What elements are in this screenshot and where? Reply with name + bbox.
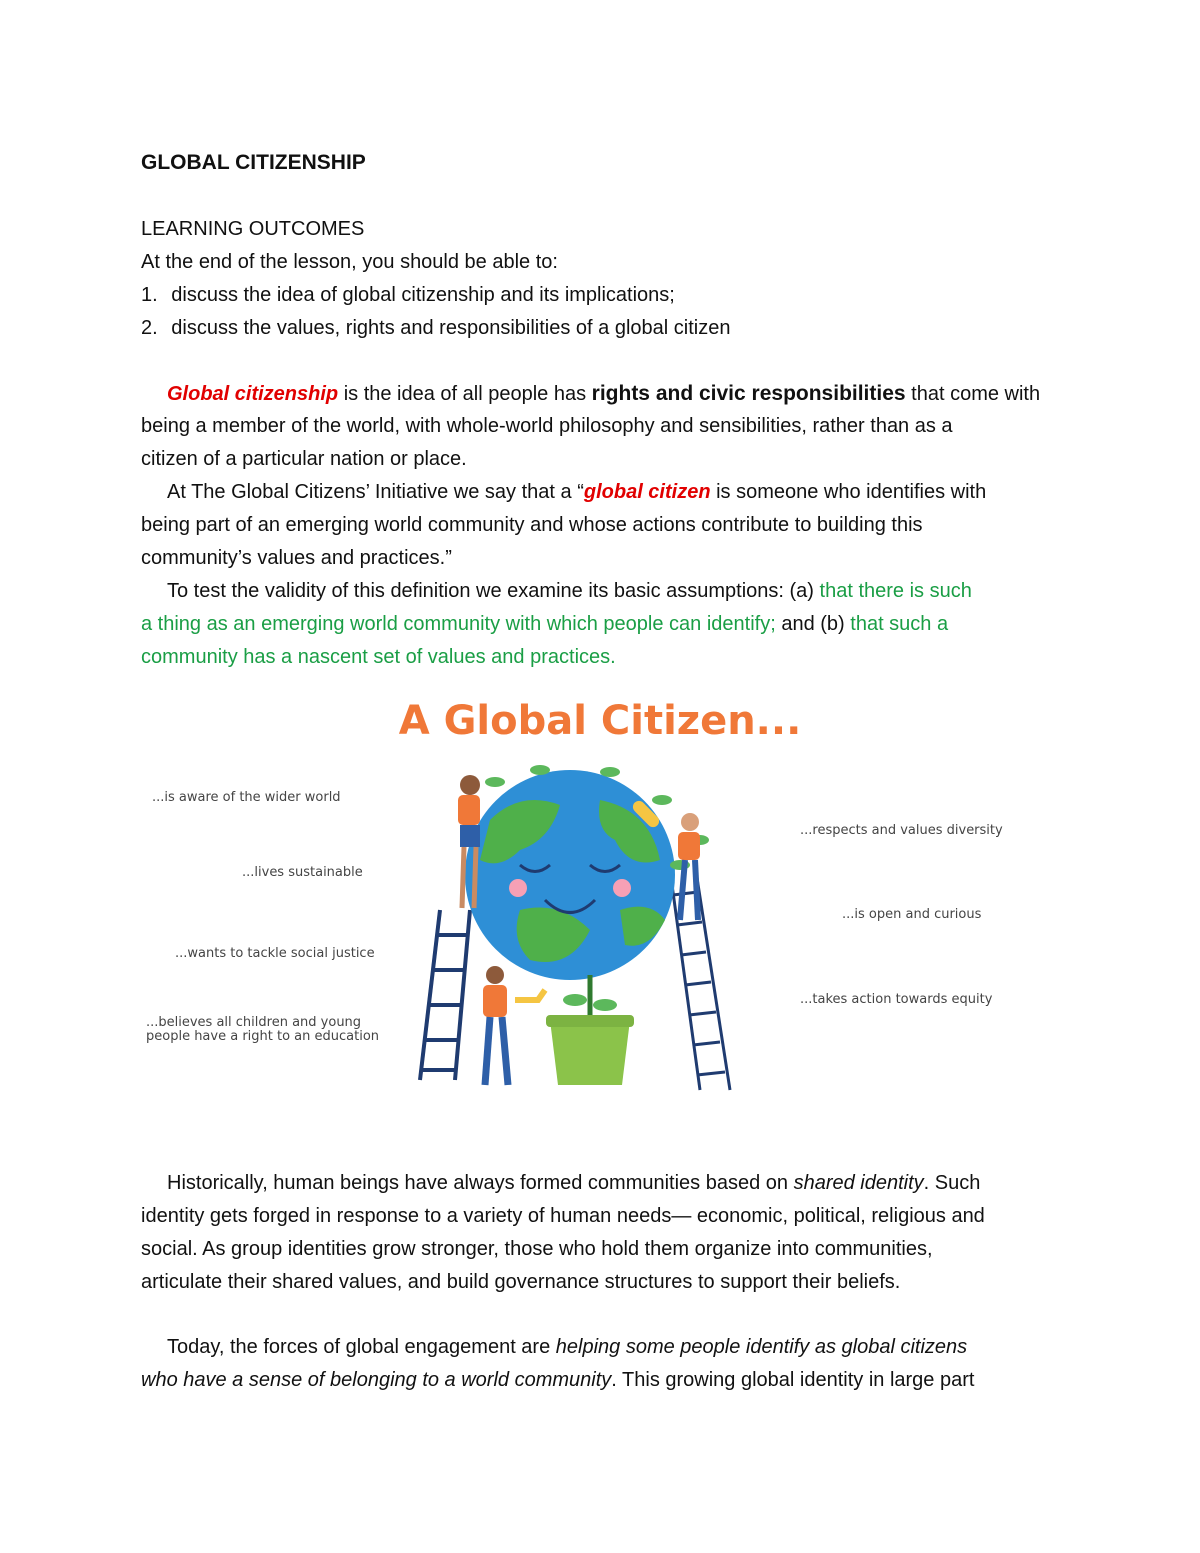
paragraph-line [167,377,1040,411]
page-title: GLOBAL CITIZENSHIP [141,151,366,174]
caption-sustainable: ...lives sustainable [242,865,363,880]
paragraph-line: articulate their shared values, and build governance structures to support their beliefs. [141,1271,901,1293]
global-citizen-infographic [120,690,1080,1110]
text-run: To test the validity of this definition we examine its basic assumptions: (a) [167,580,820,602]
paragraph-line [167,476,986,509]
left-ladder [420,910,470,1080]
text-run: is the idea of all people has [338,383,592,405]
green-text: community has a nascent set of values and practices. [141,646,616,668]
caption-aware: ...is aware of the wider world [152,790,341,805]
text-run: . Such [923,1172,981,1194]
learning-outcomes-heading: LEARNING OUTCOMES [141,218,365,240]
learning-outcomes-intro: At the end of the lesson, you should be able to: [141,251,558,273]
paragraph-line [141,1364,974,1397]
caption-diversity: ...respects and values diversity [800,823,1003,838]
plant-pot [550,1020,630,1085]
green-text: a thing as an emerging world community with which people can identify; [141,613,776,635]
paragraph-line: social. As group identities grow stronger, those who hold them organize into communities, [141,1238,933,1260]
text-run: At The Global Citizens’ Initiative we say that a “ [167,481,584,503]
outcome-text: discuss the values, rights and responsibilities of a global citizen [171,317,731,339]
paragraph-line [167,1331,967,1364]
paragraph-line: citizen of a particular nation or place. [141,448,467,470]
paragraph-line [141,641,616,674]
infographic-title: A Global Citizen... [398,698,802,744]
paragraph-line: identity gets forged in response to a variety of human needs— economic, political, religious and [141,1205,985,1227]
caption-education-1: ...believes all children and young [146,1015,362,1030]
text-run: is someone who identifies with [710,481,987,503]
text-run: Historically, human beings have always formed communities based on [167,1172,794,1194]
paragraph-line: community’s values and practices.” [141,547,452,569]
text-run: Today, the forces of global engagement are [167,1336,556,1358]
outcome-text: discuss the idea of global citizenship and its implications; [171,284,675,306]
text-run: and (b) [775,613,851,635]
outcome-number: 1. [141,284,158,306]
term-global-citizenship: Global citizenship [167,383,339,405]
paragraph-line: being a member of the world, with whole-world philosophy and sensibilities, rather than as a [141,415,953,437]
bold-text: rights and civic responsibilities [591,382,906,405]
green-text: that such a [850,613,949,635]
text-run: . This growing global identity in large part [611,1369,975,1391]
paragraph-line: being part of an emerging world community and whose actions contribute to building this [141,514,923,536]
green-text: that there is such [819,580,972,602]
caption-equity: ...takes action towards equity [800,992,993,1007]
paragraph-line [141,608,948,641]
italic-text: shared identity [793,1172,924,1194]
caption-curious: ...is open and curious [842,907,982,922]
paragraph-line [167,1167,980,1200]
caption-education-2: people have a right to an education [146,1029,380,1044]
caption-social-justice: ...wants to tackle social justice [175,946,375,961]
globe-illustration [400,760,800,1100]
outcome-item [141,279,675,312]
person-bottom [483,966,545,1085]
paragraph-line [167,575,972,608]
outcome-item [141,312,730,345]
italic-text: helping some people identify as global citizens [555,1336,968,1358]
text-run: that come with [905,383,1041,405]
outcome-number: 2. [141,317,158,339]
italic-text: who have a sense of belonging to a world community [141,1369,612,1391]
term-global-citizen: global citizen [583,481,711,503]
